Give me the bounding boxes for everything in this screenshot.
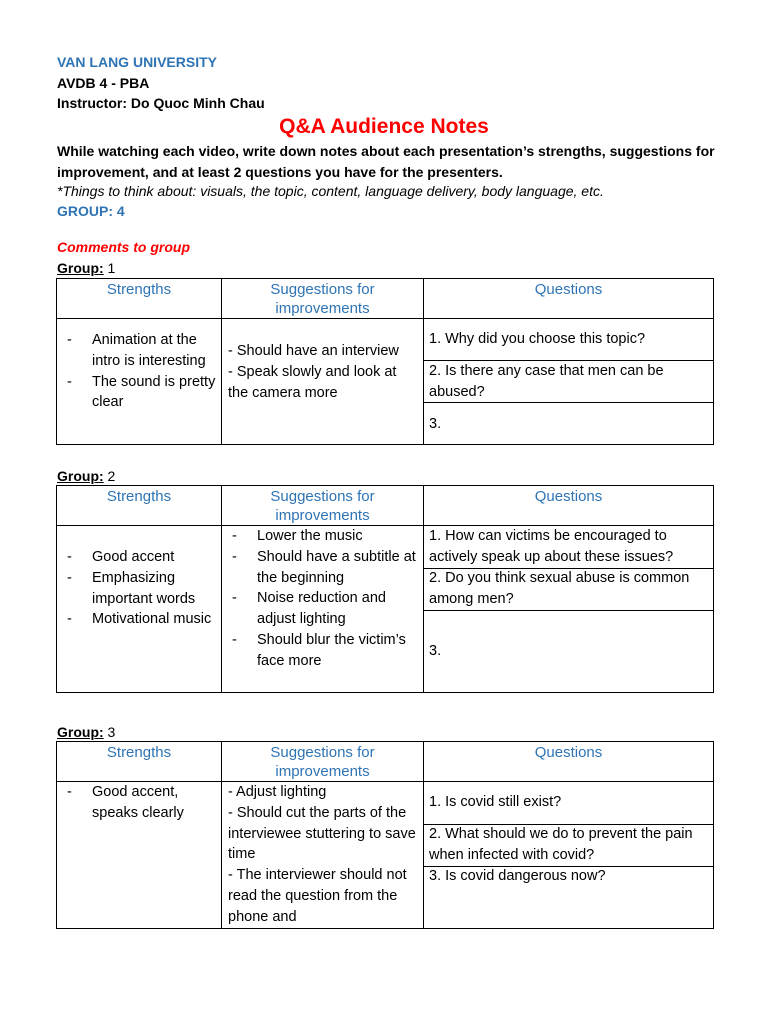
group-label: Group: 3 bbox=[57, 724, 116, 740]
group-label: Group: 1 bbox=[57, 260, 116, 276]
suggestions-header: Suggestions for improvements bbox=[270, 488, 375, 524]
list-item: - Noise reduction and adjust lighting bbox=[222, 588, 420, 630]
question-1: 1. Why did you choose this topic? bbox=[429, 331, 646, 347]
strengths-cell bbox=[57, 330, 217, 413]
list-item: - Good accent bbox=[57, 547, 217, 568]
list-item: - Motivational music bbox=[57, 609, 217, 630]
list-item: - Lower the music bbox=[222, 526, 420, 547]
question-2: 2. What should we do to prevent the pain when infected with covid? bbox=[429, 826, 693, 863]
university-name: VAN LANG UNIVERSITY bbox=[57, 54, 217, 70]
instructions: While watching each video, write down notes about each presentation’s strengths, suggestions for improvement, and at least 2 questions you have for the presenters. bbox=[57, 143, 715, 180]
group-2-table bbox=[56, 485, 714, 693]
questions-header: Questions bbox=[534, 488, 603, 505]
question-1: 1. How can victims be encouraged to actively speak up about these issues? bbox=[429, 528, 674, 565]
list-item: - Speak slowly and look at the camera more bbox=[228, 363, 397, 401]
strengths-header: Strengths bbox=[106, 281, 172, 298]
questions-header: Questions bbox=[534, 744, 603, 761]
question-3: 3. Is covid dangerous now? bbox=[429, 868, 606, 884]
strengths-cell bbox=[57, 547, 217, 630]
group-label: Group: 2 bbox=[57, 468, 116, 484]
question-3: 3. bbox=[429, 416, 442, 432]
comments-label: Comments to group bbox=[57, 239, 190, 255]
suggestions-cell bbox=[228, 341, 420, 403]
list-item: - Should blur the victim’s face more bbox=[222, 630, 420, 672]
list-item: - The interviewer should not read the question from the phone and bbox=[228, 867, 407, 925]
question-2: 2. Is there any case that men can be abused? bbox=[429, 363, 664, 400]
strengths-header: Strengths bbox=[106, 488, 172, 505]
list-item: - The sound is pretty clear bbox=[57, 372, 217, 414]
suggestions-header: Suggestions for improvements bbox=[270, 281, 375, 317]
instructor: Instructor: Do Quoc Minh Chau bbox=[57, 95, 265, 111]
group-1-table bbox=[56, 278, 714, 445]
question-3: 3. bbox=[429, 643, 442, 659]
list-item: - Animation at the intro is interesting bbox=[57, 330, 217, 372]
suggestions-cell bbox=[222, 526, 420, 672]
question-1: 1. Is covid still exist? bbox=[429, 794, 562, 810]
course-code: AVDB 4 - PBA bbox=[57, 75, 150, 91]
questions-header: Questions bbox=[534, 281, 603, 298]
question-2: 2. Do you think sexual abuse is common among men? bbox=[429, 570, 690, 607]
list-item: - Should cut the parts of the interviewee stuttering to save time bbox=[228, 804, 416, 863]
suggestions-header: Suggestions for improvements bbox=[270, 744, 375, 780]
strengths-header: Strengths bbox=[106, 744, 172, 761]
list-item: - Emphasizing important words bbox=[57, 568, 217, 610]
list-item: - Good accent, speaks clearly bbox=[57, 782, 217, 824]
page-title: Q&A Audience Notes bbox=[279, 115, 489, 138]
strengths-cell bbox=[57, 782, 217, 824]
list-item: - Adjust lighting bbox=[228, 784, 327, 800]
list-item: - Should have an interview bbox=[228, 343, 399, 359]
list-item: - Should have a subtitle at the beginning bbox=[222, 547, 420, 589]
suggestions-cell bbox=[228, 782, 420, 928]
things-to-think-about: *Things to think about: visuals, the topic, content, language delivery, body language, etc. bbox=[57, 183, 604, 199]
group-3-table bbox=[56, 741, 714, 929]
group-number: GROUP: 4 bbox=[57, 203, 125, 219]
